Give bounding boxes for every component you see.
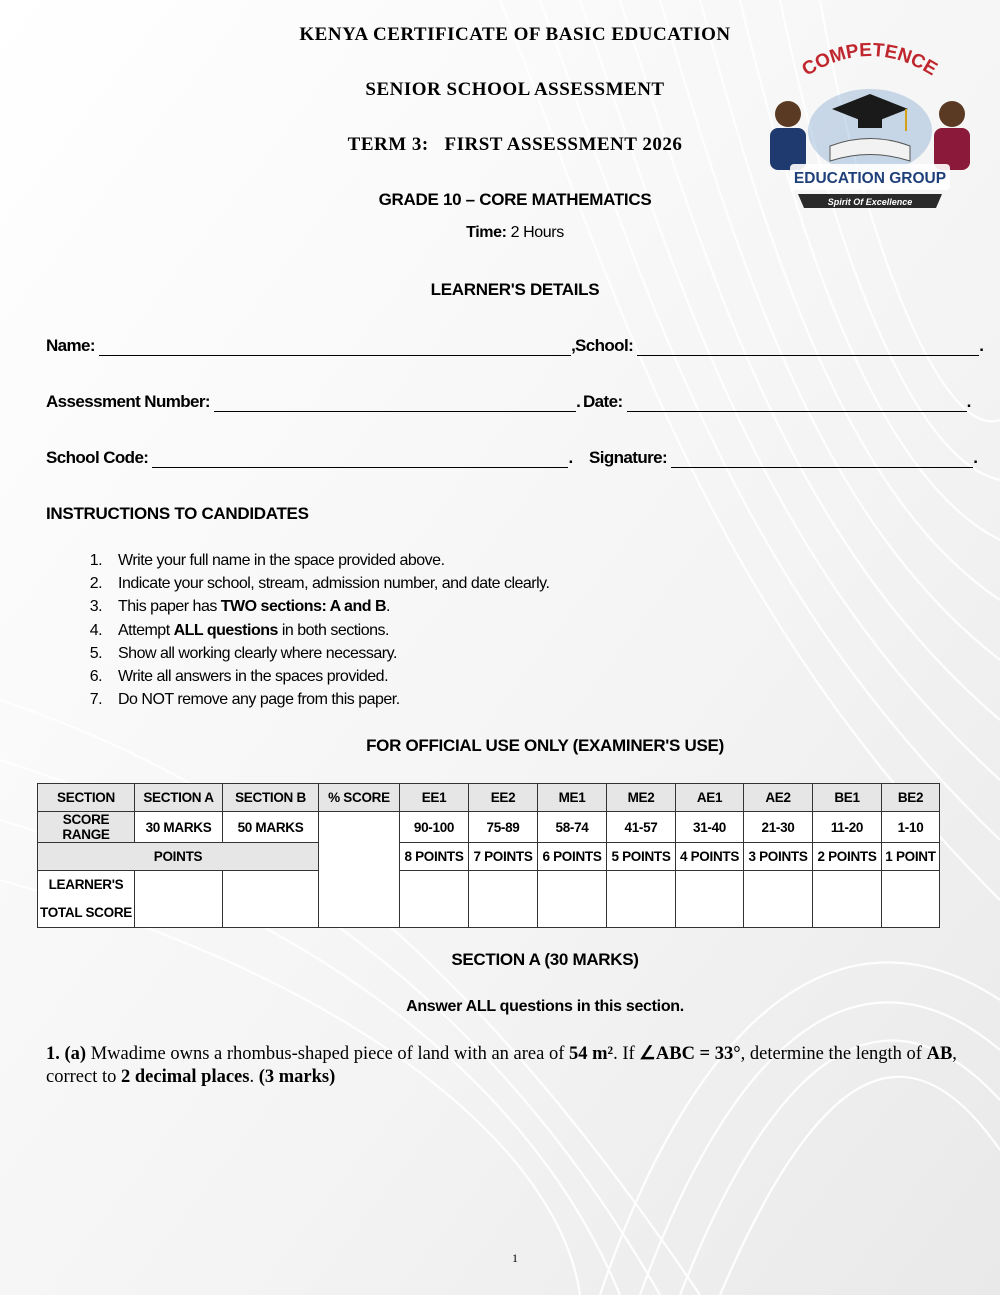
table-header-cell: % SCORE xyxy=(319,784,400,812)
score-entry-cell[interactable] xyxy=(469,871,538,928)
section-a-marks: 30 MARKS xyxy=(135,812,223,843)
range-cell: 1-10 xyxy=(882,812,940,843)
table-header-cell: SECTION xyxy=(38,784,135,812)
instructions-list-container xyxy=(46,549,746,711)
time-allowed xyxy=(0,224,1000,242)
points-cell: 8 POINTS xyxy=(400,843,469,871)
date-label: Date: xyxy=(583,392,623,411)
term-title: TERM 3: FIRST ASSESSMENT 2026 xyxy=(347,134,683,155)
points-label: POINTS xyxy=(38,843,319,871)
assessment-number-label: Assessment Number: xyxy=(46,392,210,411)
range-cell: 21-30 xyxy=(744,812,813,843)
instruction-item: 6. Write all answers in the spaces provided. xyxy=(106,665,746,688)
question-number: 1. (a) xyxy=(46,1044,87,1064)
score-entry-cell[interactable] xyxy=(813,871,882,928)
section-a-instruction: Answer ALL questions in this section. xyxy=(406,998,684,1015)
section-b-score-input[interactable] xyxy=(223,871,319,928)
learner-details-title: LEARNER'S DETAILS xyxy=(430,280,600,299)
section-a-score-input[interactable] xyxy=(135,871,223,928)
instructions-title: INSTRUCTIONS TO CANDIDATES xyxy=(46,504,309,523)
date-field-row: Date: . xyxy=(583,392,971,411)
range-cell: 75-89 xyxy=(469,812,538,843)
grade-subject-title: GRADE 10 – CORE MATHEMATICS xyxy=(378,190,652,209)
points-cell: 5 POINTS xyxy=(607,843,676,871)
scoring-table xyxy=(37,783,940,928)
assessment-number-row: Assessment Number: . xyxy=(46,392,581,411)
table-header-row xyxy=(38,784,940,812)
page-number: 1 xyxy=(512,1251,518,1265)
instruction-item: 3. This paper has TWO sections: A and B. xyxy=(106,595,746,618)
table-header-cell: SECTION A xyxy=(135,784,223,812)
range-cell: 90-100 xyxy=(400,812,469,843)
logo-top-text: COMPETENCE xyxy=(798,39,941,81)
section-a-title: SECTION A (30 MARKS) xyxy=(451,950,639,969)
table-header-cell: SECTION B xyxy=(223,784,319,812)
time-label: Time: xyxy=(466,224,507,241)
logo-main-text: EDUCATION GROUP xyxy=(793,170,947,187)
name-label: Name: xyxy=(46,336,95,355)
range-cell: 11-20 xyxy=(813,812,882,843)
school-field[interactable] xyxy=(637,341,979,356)
table-header-cell: EE2 xyxy=(469,784,538,812)
table-header-cell: AE1 xyxy=(676,784,744,812)
date-field[interactable] xyxy=(627,397,967,412)
score-entry-cell[interactable] xyxy=(744,871,813,928)
instructions-list xyxy=(46,549,746,711)
instruction-item: 7. Do NOT remove any page from this paper. xyxy=(106,688,746,711)
table-header-cell: EE1 xyxy=(400,784,469,812)
instruction-emphasis: TWO sections: A and B xyxy=(220,598,386,616)
table-header-cell: ME1 xyxy=(538,784,607,812)
signature-field[interactable] xyxy=(671,453,973,468)
score-entry-cell[interactable] xyxy=(676,871,744,928)
signature-row: Signature: . xyxy=(589,448,978,467)
instruction-item: 2. Indicate your school, stream, admission number, and date clearly. xyxy=(106,572,746,595)
points-cell: 6 POINTS xyxy=(538,843,607,871)
range-cell: 41-57 xyxy=(607,812,676,843)
school-code-label: School Code: xyxy=(46,448,149,467)
logo-slogan: Spirit Of Excellence xyxy=(827,197,913,207)
table-header-cell: BE2 xyxy=(882,784,940,812)
question-marks: (3 marks) xyxy=(258,1067,336,1087)
question-1a: 1. (a) Mwadime owns a rhombus-shaped piece of land with an area of 54 m². If ∠ABC = 33°, determine the length of AB, correct to 2 decimal places. (3 marks) xyxy=(46,1044,957,1087)
score-range-label: SCORE RANGE xyxy=(38,812,135,843)
range-cell: 31-40 xyxy=(676,812,744,843)
percent-score-cell[interactable] xyxy=(319,812,400,928)
table-header-cell: ME2 xyxy=(607,784,676,812)
points-cell: 4 POINTS xyxy=(676,843,744,871)
assessment-title: SENIOR SCHOOL ASSESSMENT xyxy=(365,79,665,100)
range-cell: 58-74 xyxy=(538,812,607,843)
name-field-row: Name: , xyxy=(46,336,576,355)
score-entry-cell[interactable] xyxy=(882,871,940,928)
table-header-cell: BE1 xyxy=(813,784,882,812)
signature-label: Signature: xyxy=(589,448,668,467)
score-entry-cell[interactable] xyxy=(607,871,676,928)
score-entry-cell[interactable] xyxy=(538,871,607,928)
assessment-number-field[interactable] xyxy=(214,397,576,412)
instruction-emphasis: ALL questions xyxy=(173,621,278,639)
official-use-title: FOR OFFICIAL USE ONLY (EXAMINER'S USE) xyxy=(366,736,724,755)
school-label: School: xyxy=(575,336,634,355)
school-field-row: School: . xyxy=(575,336,984,355)
learner-total-score-label: LEARNER'S TOTAL SCORE xyxy=(38,871,135,928)
time-value: 2 Hours xyxy=(510,224,564,241)
instruction-item: 4. Attempt ALL questions in both sections. xyxy=(106,619,746,642)
points-cell: 1 POINT xyxy=(882,843,940,871)
school-code-row: School Code: . xyxy=(46,448,573,467)
points-cell: 2 POINTS xyxy=(813,843,882,871)
points-cell: 3 POINTS xyxy=(744,843,813,871)
score-entry-cell[interactable] xyxy=(400,871,469,928)
school-code-field[interactable] xyxy=(152,453,568,468)
exam-body-title: KENYA CERTIFICATE OF BASIC EDUCATION xyxy=(299,24,731,45)
competence-education-group-logo xyxy=(760,36,980,216)
name-field[interactable] xyxy=(99,341,571,356)
points-cell: 7 POINTS xyxy=(469,843,538,871)
instruction-item: 1. Write your full name in the space provided above. xyxy=(106,549,746,572)
section-b-marks: 50 MARKS xyxy=(223,812,319,843)
table-header-cell: AE2 xyxy=(744,784,813,812)
points-row xyxy=(38,843,940,871)
score-range-row xyxy=(38,812,940,843)
instruction-item: 5. Show all working clearly where necessary. xyxy=(106,642,746,665)
